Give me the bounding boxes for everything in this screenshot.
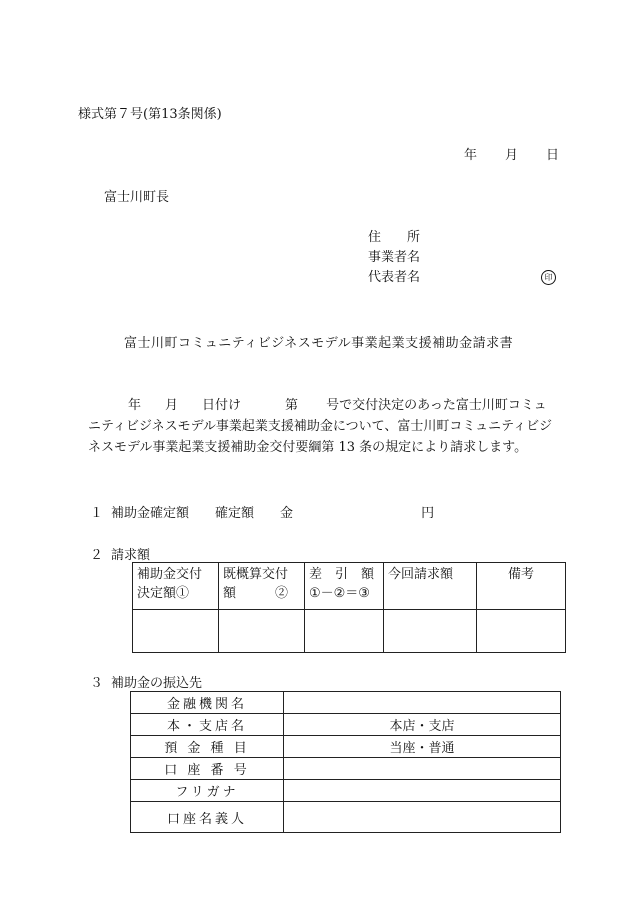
representative-label: 代表者名 xyxy=(368,270,421,285)
section-confirmed-amount xyxy=(90,502,434,521)
request-statement xyxy=(88,395,558,458)
table-row xyxy=(131,736,561,758)
account-holder-value[interactable] xyxy=(284,802,561,833)
section1-yen: 円 xyxy=(421,506,435,521)
body-dated: 日付け xyxy=(202,398,242,413)
section3-label: 補助金の振込先 xyxy=(111,676,203,691)
deposit-type-value[interactable]: 当座・普通 xyxy=(284,736,561,758)
date-month: 月 xyxy=(505,148,519,163)
business-name-label: 事業者名 xyxy=(368,250,421,265)
section-request-amount-heading xyxy=(90,544,150,563)
branch-label: 本・支店名 xyxy=(131,714,284,736)
body-dai: 第 xyxy=(285,398,299,413)
account-number-label: 口 座 番 号 xyxy=(131,758,284,780)
table-row xyxy=(131,780,561,802)
section1-number: １ xyxy=(90,506,104,521)
header-remarks: 備考 xyxy=(477,563,566,610)
body-text: 号で交付決定のあった富士川町コミュニティビジネスモデル事業起業支援補助金について、富士川町コミュニティビジネスモデル事業起業支援補助金交付要綱第 13 条の規定により請求します。 xyxy=(88,398,553,455)
body-month: 月 xyxy=(165,398,179,413)
cell-remarks[interactable] xyxy=(477,610,566,653)
account-number-value[interactable] xyxy=(284,758,561,780)
deposit-type-label: 預 金 種 目 xyxy=(131,736,284,758)
account-holder-label: 口座名義人 xyxy=(131,802,284,833)
branch-value[interactable]: 本店・支店 xyxy=(284,714,561,736)
applicant-block xyxy=(368,228,428,288)
section-transfer-heading xyxy=(90,672,202,691)
cell-current-request[interactable] xyxy=(384,610,477,653)
addressee: 富士川町長 xyxy=(104,190,170,205)
furigana-label: フリガナ xyxy=(131,780,284,802)
bank-name-label: 金融機関名 xyxy=(131,692,284,714)
section2-label: 請求額 xyxy=(111,548,151,563)
furigana-value[interactable] xyxy=(284,780,561,802)
header-prepaid-amount: 既概算交付 額 ② xyxy=(219,563,305,610)
cell-difference[interactable] xyxy=(305,610,384,653)
address-label: 住 所 xyxy=(368,230,421,245)
section1-sub-label: 確定額 xyxy=(215,506,255,521)
form-number: 様式第７号(第13条関係) xyxy=(78,107,222,122)
cell-prepaid-amount[interactable] xyxy=(219,610,305,653)
table-row xyxy=(131,802,561,833)
section3-number: ３ xyxy=(90,676,104,691)
table-row xyxy=(131,714,561,736)
table-row xyxy=(131,758,561,780)
section2-number: ２ xyxy=(90,548,104,563)
transfer-account-table xyxy=(130,691,561,833)
date-line xyxy=(464,144,559,163)
document-title: 富士川町コミュニティビジネスモデル事業起業支援補助金請求書 xyxy=(124,336,514,351)
bank-name-value[interactable] xyxy=(284,692,561,714)
section1-label: 補助金確定額 xyxy=(111,506,190,521)
header-decided-amount: 補助金交付 決定額① xyxy=(133,563,219,610)
table-row xyxy=(131,692,561,714)
header-difference: 差 引 額 ①－②＝③ xyxy=(305,563,384,610)
body-year: 年 xyxy=(128,398,142,413)
request-amount-table xyxy=(132,562,566,653)
date-day: 日 xyxy=(546,148,560,163)
seal-mark: 印 xyxy=(541,270,556,285)
header-current-request: 今回請求額 xyxy=(384,563,477,610)
date-year: 年 xyxy=(464,148,478,163)
cell-decided-amount[interactable] xyxy=(133,610,219,653)
section1-kin: 金 xyxy=(280,506,294,521)
